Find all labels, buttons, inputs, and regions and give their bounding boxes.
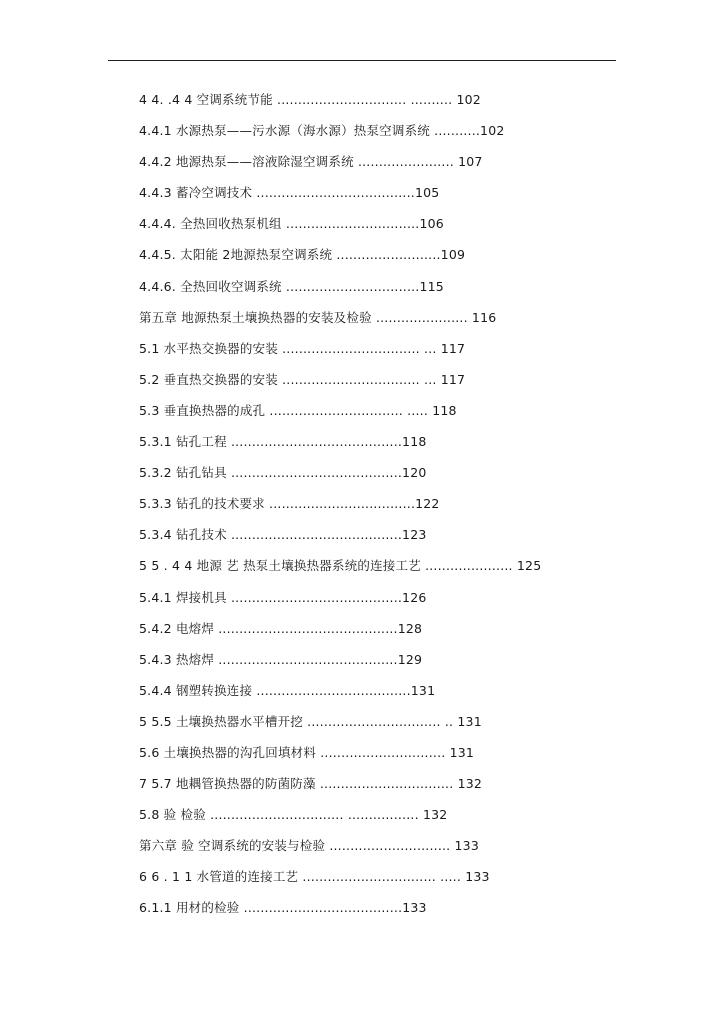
toc-entry: 5.6 土壤换热器的沟孔回填材料 .............................. 131 (139, 744, 475, 760)
header-rule (108, 60, 616, 61)
toc-entry: 4.4.1 水源热泵——污水源（海水源）热泵空调系统 ...........102 (139, 123, 505, 139)
toc-entry: 4.4.5. 太阳能 2地源热泵空调系统 .........................109 (139, 247, 466, 263)
toc-entry: 5.3.1 钻孔工程 .........................................118 (139, 434, 427, 450)
toc-entry: 4.4.2 地源热泵——溶液除湿空调系统 ....................... 107 (139, 154, 483, 170)
toc-entry: 4.4.3 蓄冷空调技术 ......................................105 (139, 185, 440, 201)
toc-entry: 5.8 验 检验 ................................ ................. 132 (139, 807, 448, 823)
toc-entry: 7 5.7 地耦管换热器的防菌防藻 ................................ 132 (139, 776, 483, 792)
toc-entry: 5.3.2 钻孔钻具 .........................................120 (139, 465, 427, 481)
toc-entry: 第五章 地源热泵土壤换热器的安装及检验 ...................... 116 (139, 309, 497, 325)
table-of-contents (139, 89, 639, 929)
toc-entry: 5.3.3 钻孔的技术要求 ...................................122 (139, 496, 440, 512)
toc-entry: 5.4.4 钢塑转换连接 .....................................131 (139, 682, 436, 698)
toc-entry: 5.4.3 热熔焊 ...........................................129 (139, 651, 423, 667)
toc-entry: 5.1 水平热交换器的安装 ................................. ... 117 (139, 340, 466, 356)
toc-entry: 5.4.2 电熔焊 ...........................................128 (139, 620, 423, 636)
toc-entry: 5.3.4 钻孔技术 .........................................123 (139, 527, 427, 543)
toc-entry: 5.4.1 焊接机具 .........................................126 (139, 589, 427, 605)
toc-entry: 5 5.5 土壤换热器水平槽开挖 ................................ .. 131 (139, 713, 482, 729)
toc-entry: 4.4.6. 全热回收空调系统 ................................115 (139, 278, 444, 294)
toc-entry: 6 6 . 1 1 水管道的连接工艺 ................................ ..... 133 (139, 869, 490, 885)
toc-entry: 4 4. .4 4 空调系统节能 ............................... .......... 102 (139, 92, 481, 107)
toc-entry: 5.3 垂直换热器的成孔 ................................ ..... 118 (139, 402, 457, 418)
toc-entry: 6.1.1 用材的检验 ......................................133 (139, 900, 427, 916)
toc-entry: 第六章 验 空调系统的安装与检验 ............................. 133 (139, 838, 479, 854)
toc-entry: 5 5 . 4 4 地源 艺 热泵土壤换热器系统的连接工艺 ..................... 125 (139, 558, 542, 574)
toc-entry: 4.4.4. 全热回收热泵机组 ................................106 (139, 216, 444, 232)
toc-entry: 5.2 垂直热交换器的安装 ................................. ... 117 (139, 371, 466, 387)
